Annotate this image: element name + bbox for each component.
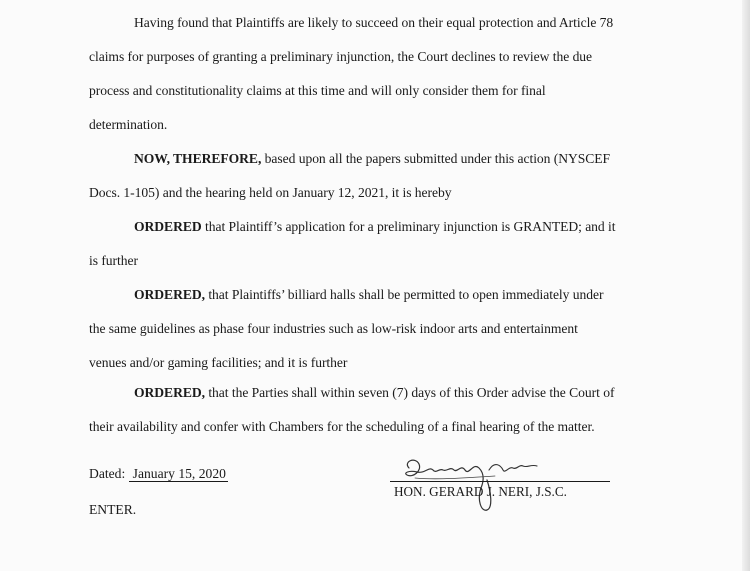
text-line: determination. [89, 117, 168, 132]
text-line [89, 210, 679, 244]
text-line: the same guidelines as phase four industries such as low-risk indoor arts and entertainment [89, 321, 578, 336]
page-edge-shadow [742, 0, 750, 571]
text-run: that Plaintiffs’ billiard halls shall be permitted to open immediately under [204, 287, 604, 302]
judge-name: HON. GERARD J. NERI, J.S.C. [394, 484, 567, 499]
signature-line [390, 481, 610, 482]
lead-phrase: NOW, THEREFORE, [134, 151, 262, 166]
text-line: venues and/or gaming facilities; and it is further [89, 355, 348, 370]
text-run: that the Parties shall within seven (7) days of this Order advise the Court of [204, 385, 615, 400]
lead-phrase: ORDERED, [134, 287, 205, 302]
dated-value: January 15, 2020 [129, 467, 228, 482]
enter-label: ENTER. [89, 502, 137, 517]
paragraph-ordered-injunction [89, 210, 679, 278]
text-line: Docs. 1-105) and the hearing held on January 12, 2021, it is hereby [89, 185, 452, 200]
text-line: is further [89, 253, 138, 268]
text-line [89, 142, 679, 176]
lead-phrase: ORDERED, [134, 385, 205, 400]
text-line: their availability and confer with Chambers for the scheduling of a final hearing of the matter. [89, 419, 595, 434]
text-run: based upon all the papers submitted under this action (NYSCEF [261, 151, 611, 166]
dated-line [89, 466, 228, 482]
text-run: that Plaintiff’s application for a preliminary injunction is GRANTED; and it [201, 219, 616, 234]
text-line [89, 376, 679, 410]
text-line: Having found that Plaintiffs are likely to succeed on their equal protection and Article 78 [134, 15, 614, 30]
paragraph-ordered-billiard [89, 278, 679, 380]
paragraph-ordered-parties [89, 376, 679, 444]
paragraph-findings [89, 6, 679, 142]
text-line: process and constitutionality claims at this time and will only consider them for final [89, 83, 546, 98]
text-line: claims for purposes of granting a preliminary injunction, the Court declines to review the due [89, 49, 593, 64]
paragraph-now-therefore [89, 142, 679, 210]
text-line [89, 278, 679, 312]
dated-label: Dated: [89, 466, 126, 481]
lead-phrase: ORDERED [134, 219, 202, 234]
